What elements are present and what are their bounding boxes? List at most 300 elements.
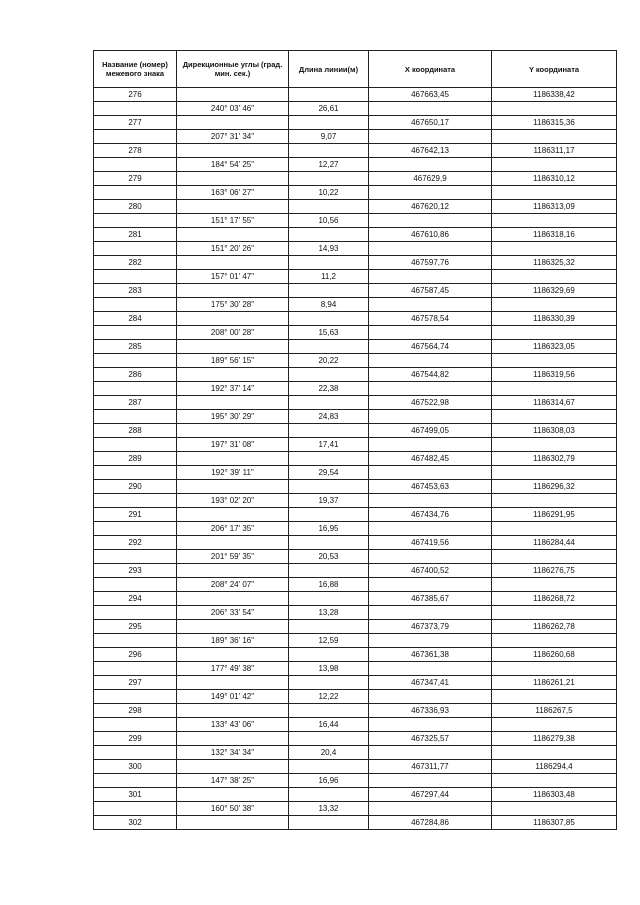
empty-cell	[492, 802, 617, 816]
empty-cell	[94, 634, 177, 648]
point-name-cell: 300	[94, 760, 177, 774]
point-row	[94, 648, 617, 662]
segment-row	[94, 662, 617, 676]
line-length-cell: 26,61	[289, 102, 369, 116]
empty-cell	[94, 578, 177, 592]
line-length-cell: 16,44	[289, 718, 369, 732]
empty-cell	[289, 116, 369, 130]
empty-cell	[369, 466, 492, 480]
x-coordinate-cell: 467284,86	[369, 816, 492, 830]
empty-cell	[177, 88, 289, 102]
direction-angle-cell: 207° 31' 34"	[177, 130, 289, 144]
empty-cell	[369, 102, 492, 116]
empty-cell	[369, 718, 492, 732]
empty-cell	[492, 550, 617, 564]
segment-row	[94, 354, 617, 368]
x-coordinate-cell: 467373,79	[369, 620, 492, 634]
line-length-cell: 10,56	[289, 214, 369, 228]
point-row	[94, 704, 617, 718]
segment-row	[94, 102, 617, 116]
point-row	[94, 676, 617, 690]
empty-cell	[177, 256, 289, 270]
empty-cell	[289, 676, 369, 690]
empty-cell	[492, 634, 617, 648]
segment-row	[94, 634, 617, 648]
empty-cell	[94, 438, 177, 452]
point-row	[94, 368, 617, 382]
empty-cell	[369, 130, 492, 144]
point-row	[94, 760, 617, 774]
empty-cell	[289, 452, 369, 466]
x-coordinate-cell: 467597,76	[369, 256, 492, 270]
empty-cell	[369, 270, 492, 284]
point-name-cell: 277	[94, 116, 177, 130]
line-length-cell: 13,32	[289, 802, 369, 816]
segment-row	[94, 270, 617, 284]
empty-cell	[492, 662, 617, 676]
empty-cell	[369, 522, 492, 536]
empty-cell	[492, 382, 617, 396]
point-row	[94, 172, 617, 186]
line-length-cell: 16,88	[289, 578, 369, 592]
segment-row	[94, 214, 617, 228]
empty-cell	[369, 690, 492, 704]
empty-cell	[492, 158, 617, 172]
direction-angle-cell: 160° 50' 38"	[177, 802, 289, 816]
segment-row	[94, 130, 617, 144]
direction-angle-cell: 197° 31' 08"	[177, 438, 289, 452]
empty-cell	[369, 550, 492, 564]
direction-angle-cell: 177° 49' 38"	[177, 662, 289, 676]
empty-cell	[289, 228, 369, 242]
empty-cell	[369, 662, 492, 676]
line-length-cell: 8,94	[289, 298, 369, 312]
segment-row	[94, 606, 617, 620]
empty-cell	[177, 312, 289, 326]
empty-cell	[177, 480, 289, 494]
y-coordinate-cell: 1186310,12	[492, 172, 617, 186]
point-name-cell: 292	[94, 536, 177, 550]
segment-row	[94, 522, 617, 536]
point-name-cell: 282	[94, 256, 177, 270]
empty-cell	[492, 130, 617, 144]
point-row	[94, 620, 617, 634]
empty-cell	[492, 298, 617, 312]
empty-cell	[289, 144, 369, 158]
empty-cell	[177, 648, 289, 662]
x-coordinate-cell: 467453,63	[369, 480, 492, 494]
empty-cell	[492, 578, 617, 592]
point-row	[94, 816, 617, 830]
y-coordinate-cell: 1186313,09	[492, 200, 617, 214]
empty-cell	[177, 676, 289, 690]
empty-cell	[369, 774, 492, 788]
point-name-cell: 293	[94, 564, 177, 578]
direction-angle-cell: 206° 17' 35"	[177, 522, 289, 536]
point-name-cell: 291	[94, 508, 177, 522]
empty-cell	[492, 494, 617, 508]
empty-cell	[177, 760, 289, 774]
empty-cell	[94, 690, 177, 704]
point-row	[94, 228, 617, 242]
line-length-cell: 15,63	[289, 326, 369, 340]
empty-cell	[94, 410, 177, 424]
x-coordinate-cell: 467311,77	[369, 760, 492, 774]
line-length-cell: 20,4	[289, 746, 369, 760]
empty-cell	[492, 718, 617, 732]
y-coordinate-cell: 1186291,95	[492, 508, 617, 522]
y-coordinate-cell: 1186284,44	[492, 536, 617, 550]
line-length-cell: 29,54	[289, 466, 369, 480]
empty-cell	[177, 564, 289, 578]
segment-row	[94, 550, 617, 564]
empty-cell	[492, 326, 617, 340]
empty-cell	[94, 130, 177, 144]
empty-cell	[94, 550, 177, 564]
empty-cell	[177, 396, 289, 410]
y-coordinate-cell: 1186314,67	[492, 396, 617, 410]
x-coordinate-cell: 467587,45	[369, 284, 492, 298]
empty-cell	[94, 186, 177, 200]
point-name-cell: 283	[94, 284, 177, 298]
segment-row	[94, 326, 617, 340]
point-row	[94, 396, 617, 410]
x-coordinate-cell: 467578,54	[369, 312, 492, 326]
empty-cell	[369, 326, 492, 340]
segment-row	[94, 466, 617, 480]
empty-cell	[94, 494, 177, 508]
y-coordinate-cell: 1186303,48	[492, 788, 617, 802]
y-coordinate-cell: 1186329,69	[492, 284, 617, 298]
x-coordinate-cell: 467544,82	[369, 368, 492, 382]
segment-row	[94, 298, 617, 312]
point-name-cell: 284	[94, 312, 177, 326]
x-coordinate-cell: 467297,44	[369, 788, 492, 802]
segment-row	[94, 802, 617, 816]
direction-angle-cell: 201° 59' 35"	[177, 550, 289, 564]
empty-cell	[492, 354, 617, 368]
header-direction-angle: Дирекционные углы (град. мин. сек.)	[177, 51, 289, 88]
empty-cell	[177, 508, 289, 522]
empty-cell	[177, 116, 289, 130]
point-name-cell: 290	[94, 480, 177, 494]
x-coordinate-cell: 467522,98	[369, 396, 492, 410]
direction-angle-cell: 195° 30' 29"	[177, 410, 289, 424]
empty-cell	[369, 746, 492, 760]
line-length-cell: 12,59	[289, 634, 369, 648]
empty-cell	[289, 284, 369, 298]
point-row	[94, 340, 617, 354]
point-row	[94, 312, 617, 326]
empty-cell	[492, 746, 617, 760]
x-coordinate-cell: 467336,93	[369, 704, 492, 718]
point-name-cell: 280	[94, 200, 177, 214]
x-coordinate-cell: 467400,52	[369, 564, 492, 578]
empty-cell	[94, 242, 177, 256]
empty-cell	[289, 620, 369, 634]
empty-cell	[492, 438, 617, 452]
empty-cell	[177, 704, 289, 718]
point-row	[94, 256, 617, 270]
empty-cell	[177, 144, 289, 158]
segment-row	[94, 242, 617, 256]
point-name-cell: 295	[94, 620, 177, 634]
x-coordinate-cell: 467434,76	[369, 508, 492, 522]
segment-row	[94, 718, 617, 732]
point-name-cell: 279	[94, 172, 177, 186]
empty-cell	[492, 242, 617, 256]
direction-angle-cell: 189° 36' 16"	[177, 634, 289, 648]
point-row	[94, 732, 617, 746]
direction-angle-cell: 133° 43' 06"	[177, 718, 289, 732]
line-length-cell: 13,28	[289, 606, 369, 620]
empty-cell	[289, 648, 369, 662]
empty-cell	[94, 746, 177, 760]
point-name-cell: 286	[94, 368, 177, 382]
empty-cell	[94, 606, 177, 620]
empty-cell	[94, 662, 177, 676]
point-row	[94, 88, 617, 102]
direction-angle-cell: 189° 56' 15"	[177, 354, 289, 368]
empty-cell	[369, 410, 492, 424]
empty-cell	[177, 732, 289, 746]
line-length-cell: 16,95	[289, 522, 369, 536]
x-coordinate-cell: 467663,45	[369, 88, 492, 102]
x-coordinate-cell: 467629,9	[369, 172, 492, 186]
header-line-length: Длина линии(м)	[289, 51, 369, 88]
point-row	[94, 284, 617, 298]
line-length-cell: 22,38	[289, 382, 369, 396]
point-name-cell: 297	[94, 676, 177, 690]
point-name-cell: 288	[94, 424, 177, 438]
segment-row	[94, 690, 617, 704]
empty-cell	[369, 186, 492, 200]
point-row	[94, 788, 617, 802]
empty-cell	[492, 466, 617, 480]
segment-row	[94, 438, 617, 452]
y-coordinate-cell: 1186308,03	[492, 424, 617, 438]
empty-cell	[369, 214, 492, 228]
y-coordinate-cell: 1186338,42	[492, 88, 617, 102]
table-body	[94, 88, 617, 830]
header-point-name: Название (номер) межевого знака	[94, 51, 177, 88]
empty-cell	[289, 200, 369, 214]
empty-cell	[289, 536, 369, 550]
point-row	[94, 564, 617, 578]
y-coordinate-cell: 1186268,72	[492, 592, 617, 606]
y-coordinate-cell: 1186323,05	[492, 340, 617, 354]
x-coordinate-cell: 467620,12	[369, 200, 492, 214]
empty-cell	[94, 354, 177, 368]
header-x-coordinate: X координата	[369, 51, 492, 88]
direction-angle-cell: 193° 02' 20"	[177, 494, 289, 508]
empty-cell	[289, 508, 369, 522]
empty-cell	[289, 704, 369, 718]
segment-row	[94, 158, 617, 172]
point-row	[94, 424, 617, 438]
y-coordinate-cell: 1186276,75	[492, 564, 617, 578]
direction-angle-cell: 132° 34' 34"	[177, 746, 289, 760]
y-coordinate-cell: 1186330,39	[492, 312, 617, 326]
empty-cell	[369, 438, 492, 452]
empty-cell	[492, 690, 617, 704]
direction-angle-cell: 157° 01' 47"	[177, 270, 289, 284]
empty-cell	[492, 186, 617, 200]
y-coordinate-cell: 1186311,17	[492, 144, 617, 158]
point-name-cell: 302	[94, 816, 177, 830]
empty-cell	[177, 788, 289, 802]
empty-cell	[289, 816, 369, 830]
point-name-cell: 281	[94, 228, 177, 242]
empty-cell	[369, 158, 492, 172]
empty-cell	[369, 606, 492, 620]
line-length-cell: 10,22	[289, 186, 369, 200]
y-coordinate-cell: 1186267,5	[492, 704, 617, 718]
empty-cell	[492, 102, 617, 116]
point-row	[94, 480, 617, 494]
empty-cell	[492, 214, 617, 228]
direction-angle-cell: 151° 17' 55"	[177, 214, 289, 228]
point-row	[94, 452, 617, 466]
empty-cell	[492, 410, 617, 424]
line-length-cell: 9,07	[289, 130, 369, 144]
y-coordinate-cell: 1186279,38	[492, 732, 617, 746]
y-coordinate-cell: 1186296,32	[492, 480, 617, 494]
direction-angle-cell: 149° 01' 42"	[177, 690, 289, 704]
y-coordinate-cell: 1186325,32	[492, 256, 617, 270]
empty-cell	[94, 270, 177, 284]
direction-angle-cell: 184° 54' 25"	[177, 158, 289, 172]
empty-cell	[177, 620, 289, 634]
empty-cell	[369, 802, 492, 816]
x-coordinate-cell: 467385,67	[369, 592, 492, 606]
empty-cell	[94, 102, 177, 116]
empty-cell	[94, 214, 177, 228]
direction-angle-cell: 147° 38' 25"	[177, 774, 289, 788]
y-coordinate-cell: 1186307,85	[492, 816, 617, 830]
line-length-cell: 12,22	[289, 690, 369, 704]
x-coordinate-cell: 467347,41	[369, 676, 492, 690]
empty-cell	[289, 732, 369, 746]
empty-cell	[289, 172, 369, 186]
empty-cell	[177, 340, 289, 354]
direction-angle-cell: 192° 39' 11"	[177, 466, 289, 480]
empty-cell	[492, 522, 617, 536]
x-coordinate-cell: 467650,17	[369, 116, 492, 130]
point-name-cell: 287	[94, 396, 177, 410]
empty-cell	[94, 382, 177, 396]
segment-row	[94, 410, 617, 424]
empty-cell	[492, 270, 617, 284]
direction-angle-cell: 206° 33' 54"	[177, 606, 289, 620]
empty-cell	[369, 494, 492, 508]
point-name-cell: 299	[94, 732, 177, 746]
empty-cell	[94, 326, 177, 340]
x-coordinate-cell: 467325,57	[369, 732, 492, 746]
empty-cell	[177, 816, 289, 830]
line-length-cell: 13,98	[289, 662, 369, 676]
empty-cell	[94, 802, 177, 816]
segment-row	[94, 578, 617, 592]
y-coordinate-cell: 1186302,79	[492, 452, 617, 466]
segment-row	[94, 746, 617, 760]
empty-cell	[369, 382, 492, 396]
point-name-cell: 278	[94, 144, 177, 158]
empty-cell	[177, 368, 289, 382]
segment-row	[94, 186, 617, 200]
empty-cell	[492, 774, 617, 788]
empty-cell	[177, 284, 289, 298]
empty-cell	[177, 592, 289, 606]
y-coordinate-cell: 1186315,36	[492, 116, 617, 130]
empty-cell	[289, 760, 369, 774]
table-header	[94, 51, 617, 88]
empty-cell	[369, 578, 492, 592]
point-name-cell: 298	[94, 704, 177, 718]
empty-cell	[492, 606, 617, 620]
empty-cell	[369, 298, 492, 312]
line-length-cell: 12,27	[289, 158, 369, 172]
empty-cell	[177, 172, 289, 186]
empty-cell	[94, 298, 177, 312]
empty-cell	[289, 312, 369, 326]
x-coordinate-cell: 467610,86	[369, 228, 492, 242]
y-coordinate-cell: 1186319,56	[492, 368, 617, 382]
segment-row	[94, 774, 617, 788]
empty-cell	[369, 354, 492, 368]
direction-angle-cell: 240° 03' 46"	[177, 102, 289, 116]
point-name-cell: 276	[94, 88, 177, 102]
segment-row	[94, 494, 617, 508]
point-name-cell: 294	[94, 592, 177, 606]
line-length-cell: 14,93	[289, 242, 369, 256]
direction-angle-cell: 192° 37' 14"	[177, 382, 289, 396]
y-coordinate-cell: 1186261,21	[492, 676, 617, 690]
x-coordinate-cell: 467499,05	[369, 424, 492, 438]
empty-cell	[177, 228, 289, 242]
empty-cell	[289, 256, 369, 270]
line-length-cell: 11,2	[289, 270, 369, 284]
point-name-cell: 289	[94, 452, 177, 466]
empty-cell	[369, 634, 492, 648]
empty-cell	[289, 564, 369, 578]
empty-cell	[177, 452, 289, 466]
segment-row	[94, 382, 617, 396]
empty-cell	[94, 774, 177, 788]
point-row	[94, 116, 617, 130]
direction-angle-cell: 175° 30' 28"	[177, 298, 289, 312]
point-row	[94, 508, 617, 522]
direction-angle-cell: 208° 00' 28"	[177, 326, 289, 340]
line-length-cell: 20,22	[289, 354, 369, 368]
x-coordinate-cell: 467564,74	[369, 340, 492, 354]
line-length-cell: 24,83	[289, 410, 369, 424]
line-length-cell: 19,37	[289, 494, 369, 508]
empty-cell	[289, 592, 369, 606]
empty-cell	[369, 242, 492, 256]
point-name-cell: 301	[94, 788, 177, 802]
point-row	[94, 536, 617, 550]
empty-cell	[289, 480, 369, 494]
direction-angle-cell: 151° 20' 26"	[177, 242, 289, 256]
empty-cell	[289, 788, 369, 802]
empty-cell	[94, 158, 177, 172]
header-y-coordinate: Y координата	[492, 51, 617, 88]
y-coordinate-cell: 1186318,16	[492, 228, 617, 242]
point-name-cell: 296	[94, 648, 177, 662]
x-coordinate-cell: 467419,56	[369, 536, 492, 550]
point-row	[94, 144, 617, 158]
